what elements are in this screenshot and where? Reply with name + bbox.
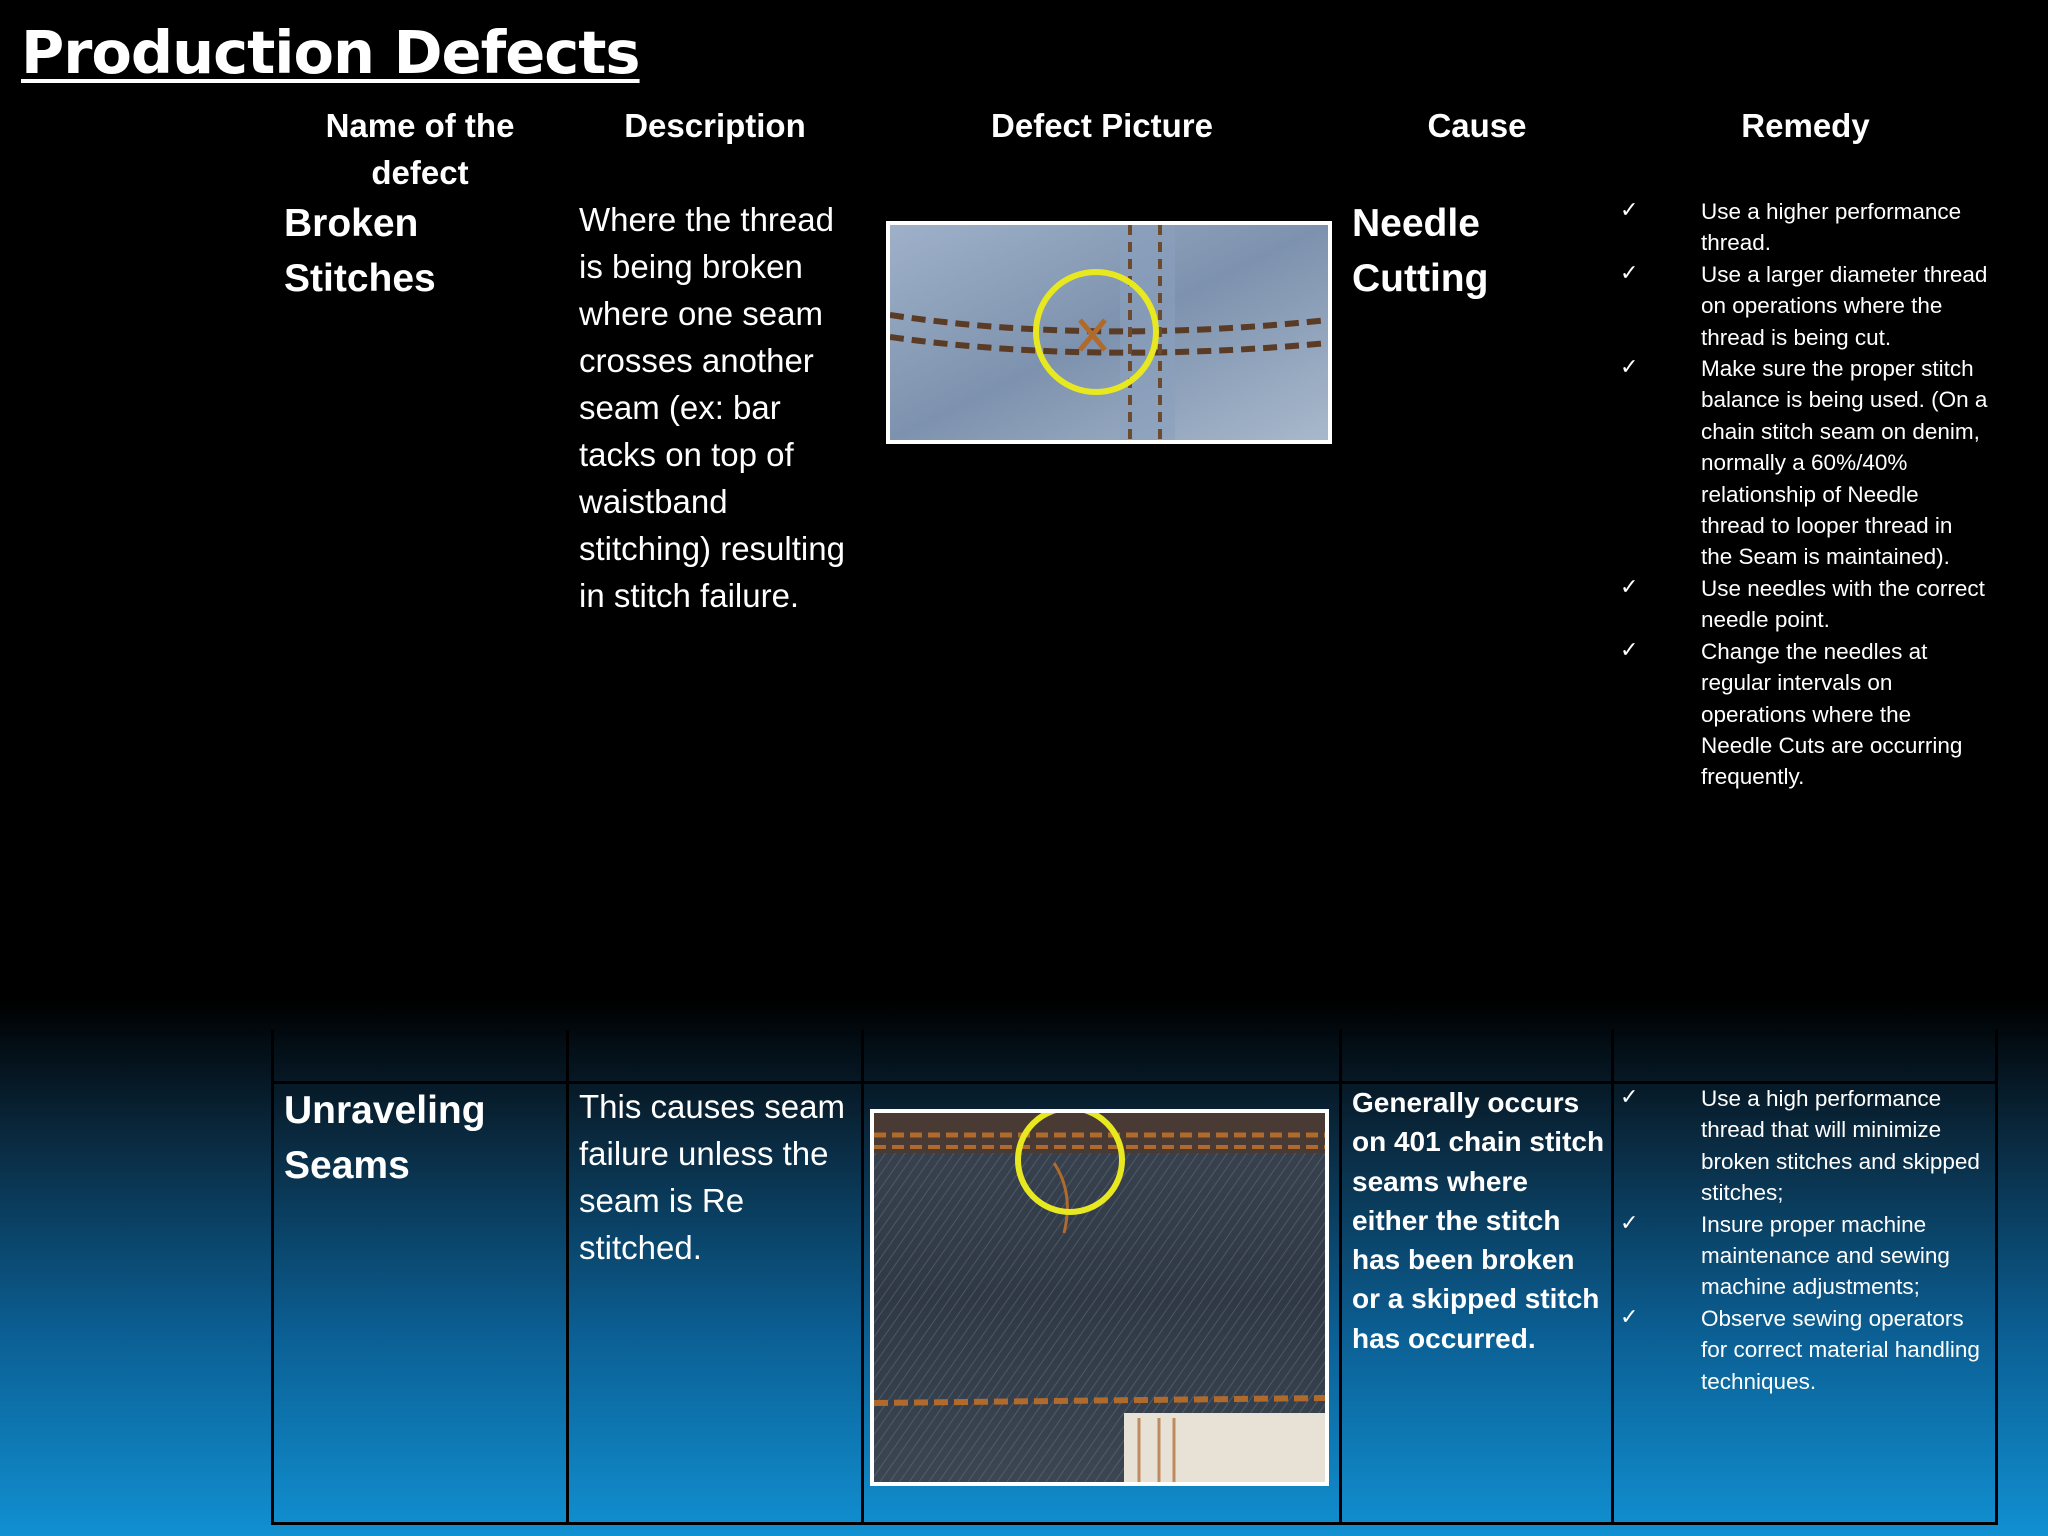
table-vline-3 xyxy=(1339,1030,1342,1525)
check-icon: ✓ xyxy=(1620,1303,1639,1329)
header-name: Name of the defect xyxy=(325,107,515,191)
row1-remedy-item: ✓ Use needles with the correct needle point. xyxy=(1620,573,1988,636)
row1-defect-name: Broken Stitches xyxy=(284,202,436,300)
check-icon: ✓ xyxy=(1620,1084,1639,1109)
check-icon: ✓ xyxy=(1620,1209,1639,1235)
row1-remedy-item: ✓ Use a higher performance thread. xyxy=(1620,196,1988,259)
row2-defect-photo xyxy=(870,1109,1329,1486)
row2-defect-name: Unraveling Seams xyxy=(284,1089,486,1187)
header-description: Description xyxy=(624,107,806,144)
row1-remedy-item: ✓ Use a larger diameter thread on operations where the thread is being cut. xyxy=(1620,259,1988,353)
check-icon: ✓ xyxy=(1620,636,1639,662)
table-vline-2 xyxy=(861,1030,864,1525)
row1-remedy-item: ✓ Make sure the proper stitch balance is being used. (On a chain stitch seam on denim, normally a 60%/40% relationship of Needle thread to looper thread in the Seam is maintained). xyxy=(1620,353,1988,573)
row1-remedy-item: ✓ Change the needles at regular intervals on operations where the Needle Cuts are occurring frequently. xyxy=(1620,636,1988,793)
table-vline-4 xyxy=(1611,1030,1614,1525)
denim-unraveling-seam-icon xyxy=(874,1113,1325,1482)
table-vline-1 xyxy=(566,1030,569,1525)
row1-cause: Needle Cutting xyxy=(1352,202,1489,300)
row2-description: This causes seam failure unless the seam is Re stitched. xyxy=(579,1088,845,1266)
table-vline-0 xyxy=(271,1030,274,1525)
row2-cause: Generally occurs on 401 chain stitch seams where either the stitch has been broken or a skipped stitch has occurred. xyxy=(1352,1087,1605,1354)
header-cause: Cause xyxy=(1427,107,1527,144)
row2-remedy-list xyxy=(1620,1083,1988,1397)
check-icon: ✓ xyxy=(1620,197,1639,222)
check-icon: ✓ xyxy=(1620,573,1639,599)
row2-remedy-item: ✓ Insure proper machine maintenance and sewing machine adjustments; xyxy=(1620,1209,1988,1303)
header-remedy: Remedy xyxy=(1741,107,1870,144)
row2-remedy-item: ✓ Use a high performance thread that will minimize broken stitches and skipped stitches; xyxy=(1620,1083,1988,1209)
table-vline-5 xyxy=(1995,1030,1998,1525)
check-icon: ✓ xyxy=(1620,354,1639,380)
row2-remedy-item: ✓ Observe sewing operators for correct material handling techniques. xyxy=(1620,1303,1988,1397)
table-bottom-border xyxy=(271,1522,1998,1525)
header-picture: Defect Picture xyxy=(991,107,1213,144)
row1-remedy-list xyxy=(1620,196,1988,793)
denim-broken-stitch-icon xyxy=(890,225,1328,440)
check-icon: ✓ xyxy=(1620,259,1639,285)
page-title: Production Defects xyxy=(21,18,640,87)
row1-description: Where the thread is being broken where one seam crosses another seam (ex: bar tacks on top of waistband stitching) resulting in stitch failure. xyxy=(579,201,845,614)
row1-defect-photo xyxy=(886,221,1332,444)
